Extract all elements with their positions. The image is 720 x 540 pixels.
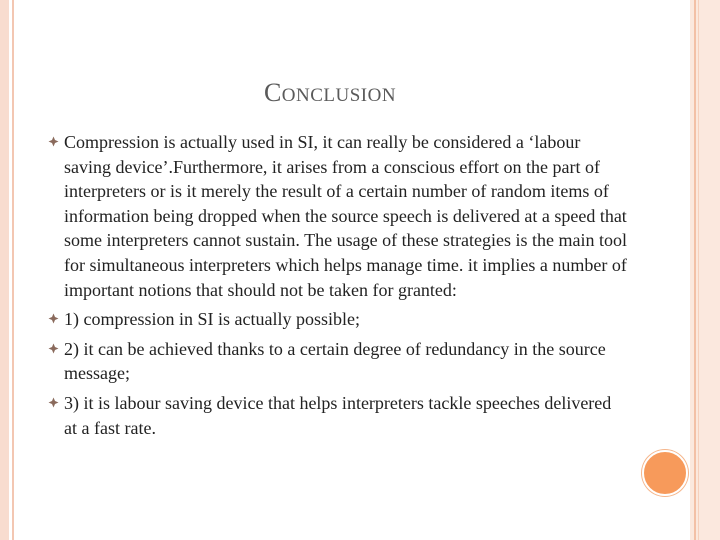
list-item-text: Compression is actually used in SI, it can really be considered a ‘labour saving device’.Furthermore, it arises from a conscious effort on the part of interpreters or is it merely the result of a certain number of random items of information being dropped when the source speech is delivered at a speed that some interpreters cannot sustain. The usage of these strategies is the main tool for simultaneous interpreters which helps manage time. it implies a number of important notions that should not be taken for granted: — [64, 132, 628, 300]
diamond-bullet-icon — [48, 136, 59, 147]
list-item — [48, 391, 628, 440]
bullet-list — [48, 130, 628, 445]
diamond-bullet-icon — [48, 313, 59, 324]
list-item — [48, 337, 628, 386]
list-item-text: 1) compression in SI is actually possible; — [64, 309, 360, 330]
list-item-text: 2) it can be achieved thanks to a certain degree of redundancy in the source message; — [64, 338, 606, 384]
list-item-text: 3) it is labour saving device that helps interpreters tackle speeches delivered at a fast rate. — [64, 392, 612, 438]
left-frame-line — [12, 0, 14, 540]
title-rest: ONCLUSION — [281, 85, 397, 106]
diamond-bullet-icon — [48, 343, 59, 354]
right-frame-line-inner — [698, 0, 699, 540]
diamond-bullet-icon — [48, 397, 59, 408]
right-frame-line — [694, 0, 696, 540]
orange-circle-decoration — [642, 450, 688, 496]
left-frame-band — [0, 0, 9, 540]
list-item — [48, 307, 628, 332]
list-item — [48, 130, 628, 302]
title-initial: C — [263, 78, 282, 107]
slide-title — [60, 78, 600, 108]
